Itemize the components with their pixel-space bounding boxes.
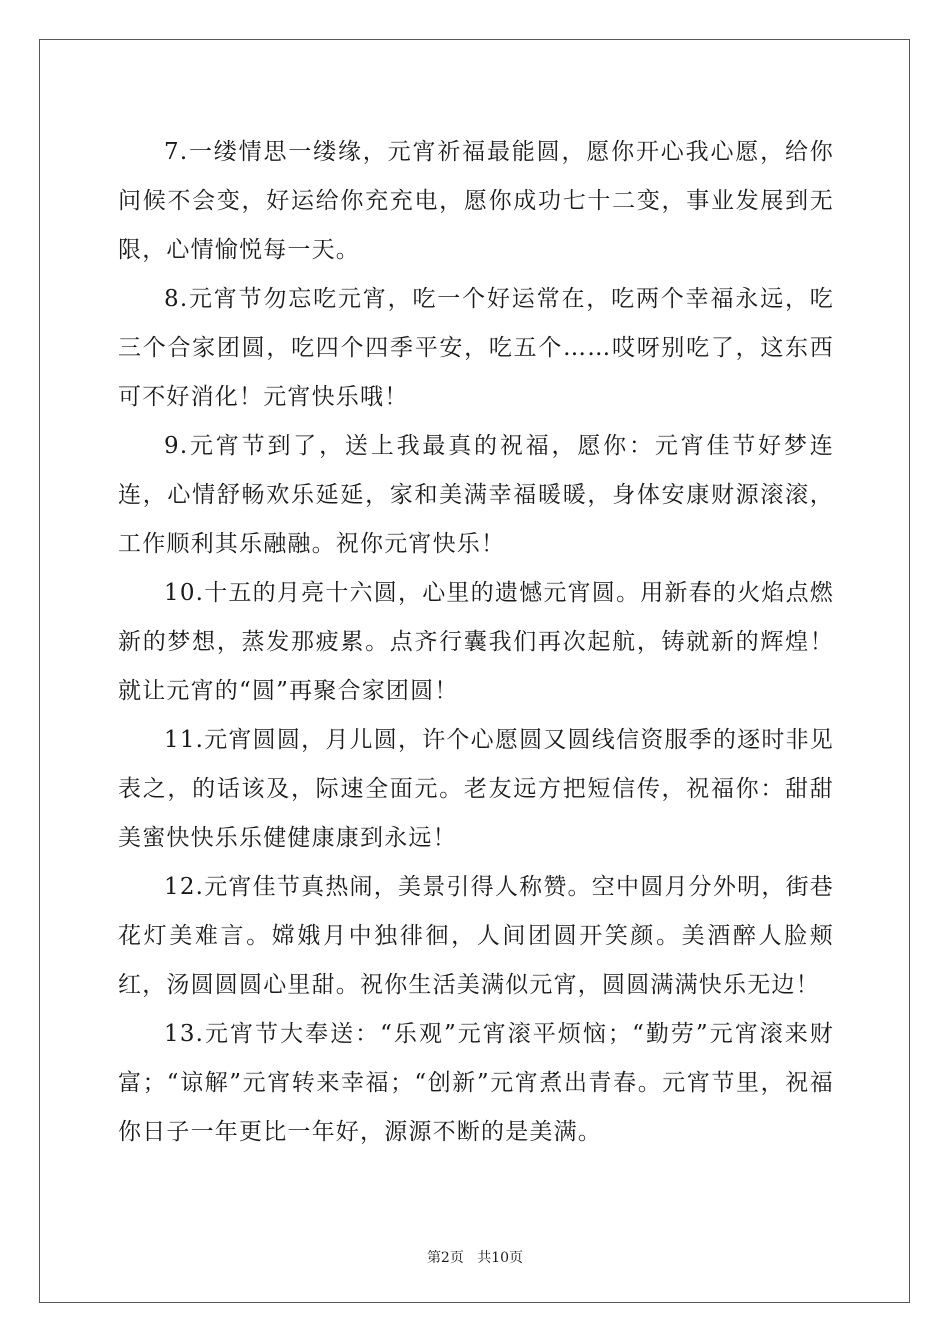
paragraph-8: 8.元宵节勿忘吃元宵，吃一个好运常在，吃两个幸福永远，吃三个合家团圆，吃四个四季平安，吃五个……哎呀别吃了，这东西可不好消化！元宵快乐哦！	[118, 286, 834, 410]
page-footer	[0, 1247, 950, 1267]
paragraph-9: 9.元宵节到了，送上我最真的祝福，愿你：元宵佳节好梦连连，心情舒畅欢乐延延，家和美满幸福暖暖，身体安康财源滚滚，工作顺利其乐融融。祝你元宵快乐！	[118, 433, 834, 557]
paragraph-11: 11.元宵圆圆，月儿圆，许个心愿圆又圆线信资服季的逐时非见表之，的话该及，际速全面元。老友远方把短信传，祝福你：甜甜美蜜快快乐乐健健康康到永远！	[118, 727, 834, 851]
document-body	[118, 128, 834, 1157]
paragraph-12: 12.元宵佳节真热闹，美景引得人称赞。空中圆月分外明，街巷花灯美难言。嫦娥月中独徘徊，人间团圆开笑颜。美酒醉人脸颊红，汤圆圆圆心里甜。祝你生活美满似元宵，圆圆满满快乐无边！	[118, 874, 834, 998]
paragraph-10: 10.十五的月亮十六圆，心里的遗憾元宵圆。用新春的火焰点燃新的梦想，蒸发那疲累。点齐行囊我们再次起航，铸就新的辉煌！就让元宵的“圆”再聚合家团圆！	[118, 580, 834, 704]
paragraph-7: 7.一缕情思一缕缘，元宵祈福最能圆，愿你开心我心愿，给你问候不会变，好运给你充充电，愿你成功七十二变，事业发展到无限，心情愉悦每一天。	[118, 139, 834, 263]
total-pages: 共10页	[477, 1250, 524, 1266]
paragraph-13: 13.元宵节大奉送：“乐观”元宵滚平烦恼；“勤劳”元宵滚来财富；“谅解”元宵转来幸福；“创新”元宵煮出青春。元宵节里，祝福你日子一年更比一年好，源源不断的是美满。	[118, 1021, 834, 1145]
page-number: 第2页	[426, 1250, 464, 1266]
